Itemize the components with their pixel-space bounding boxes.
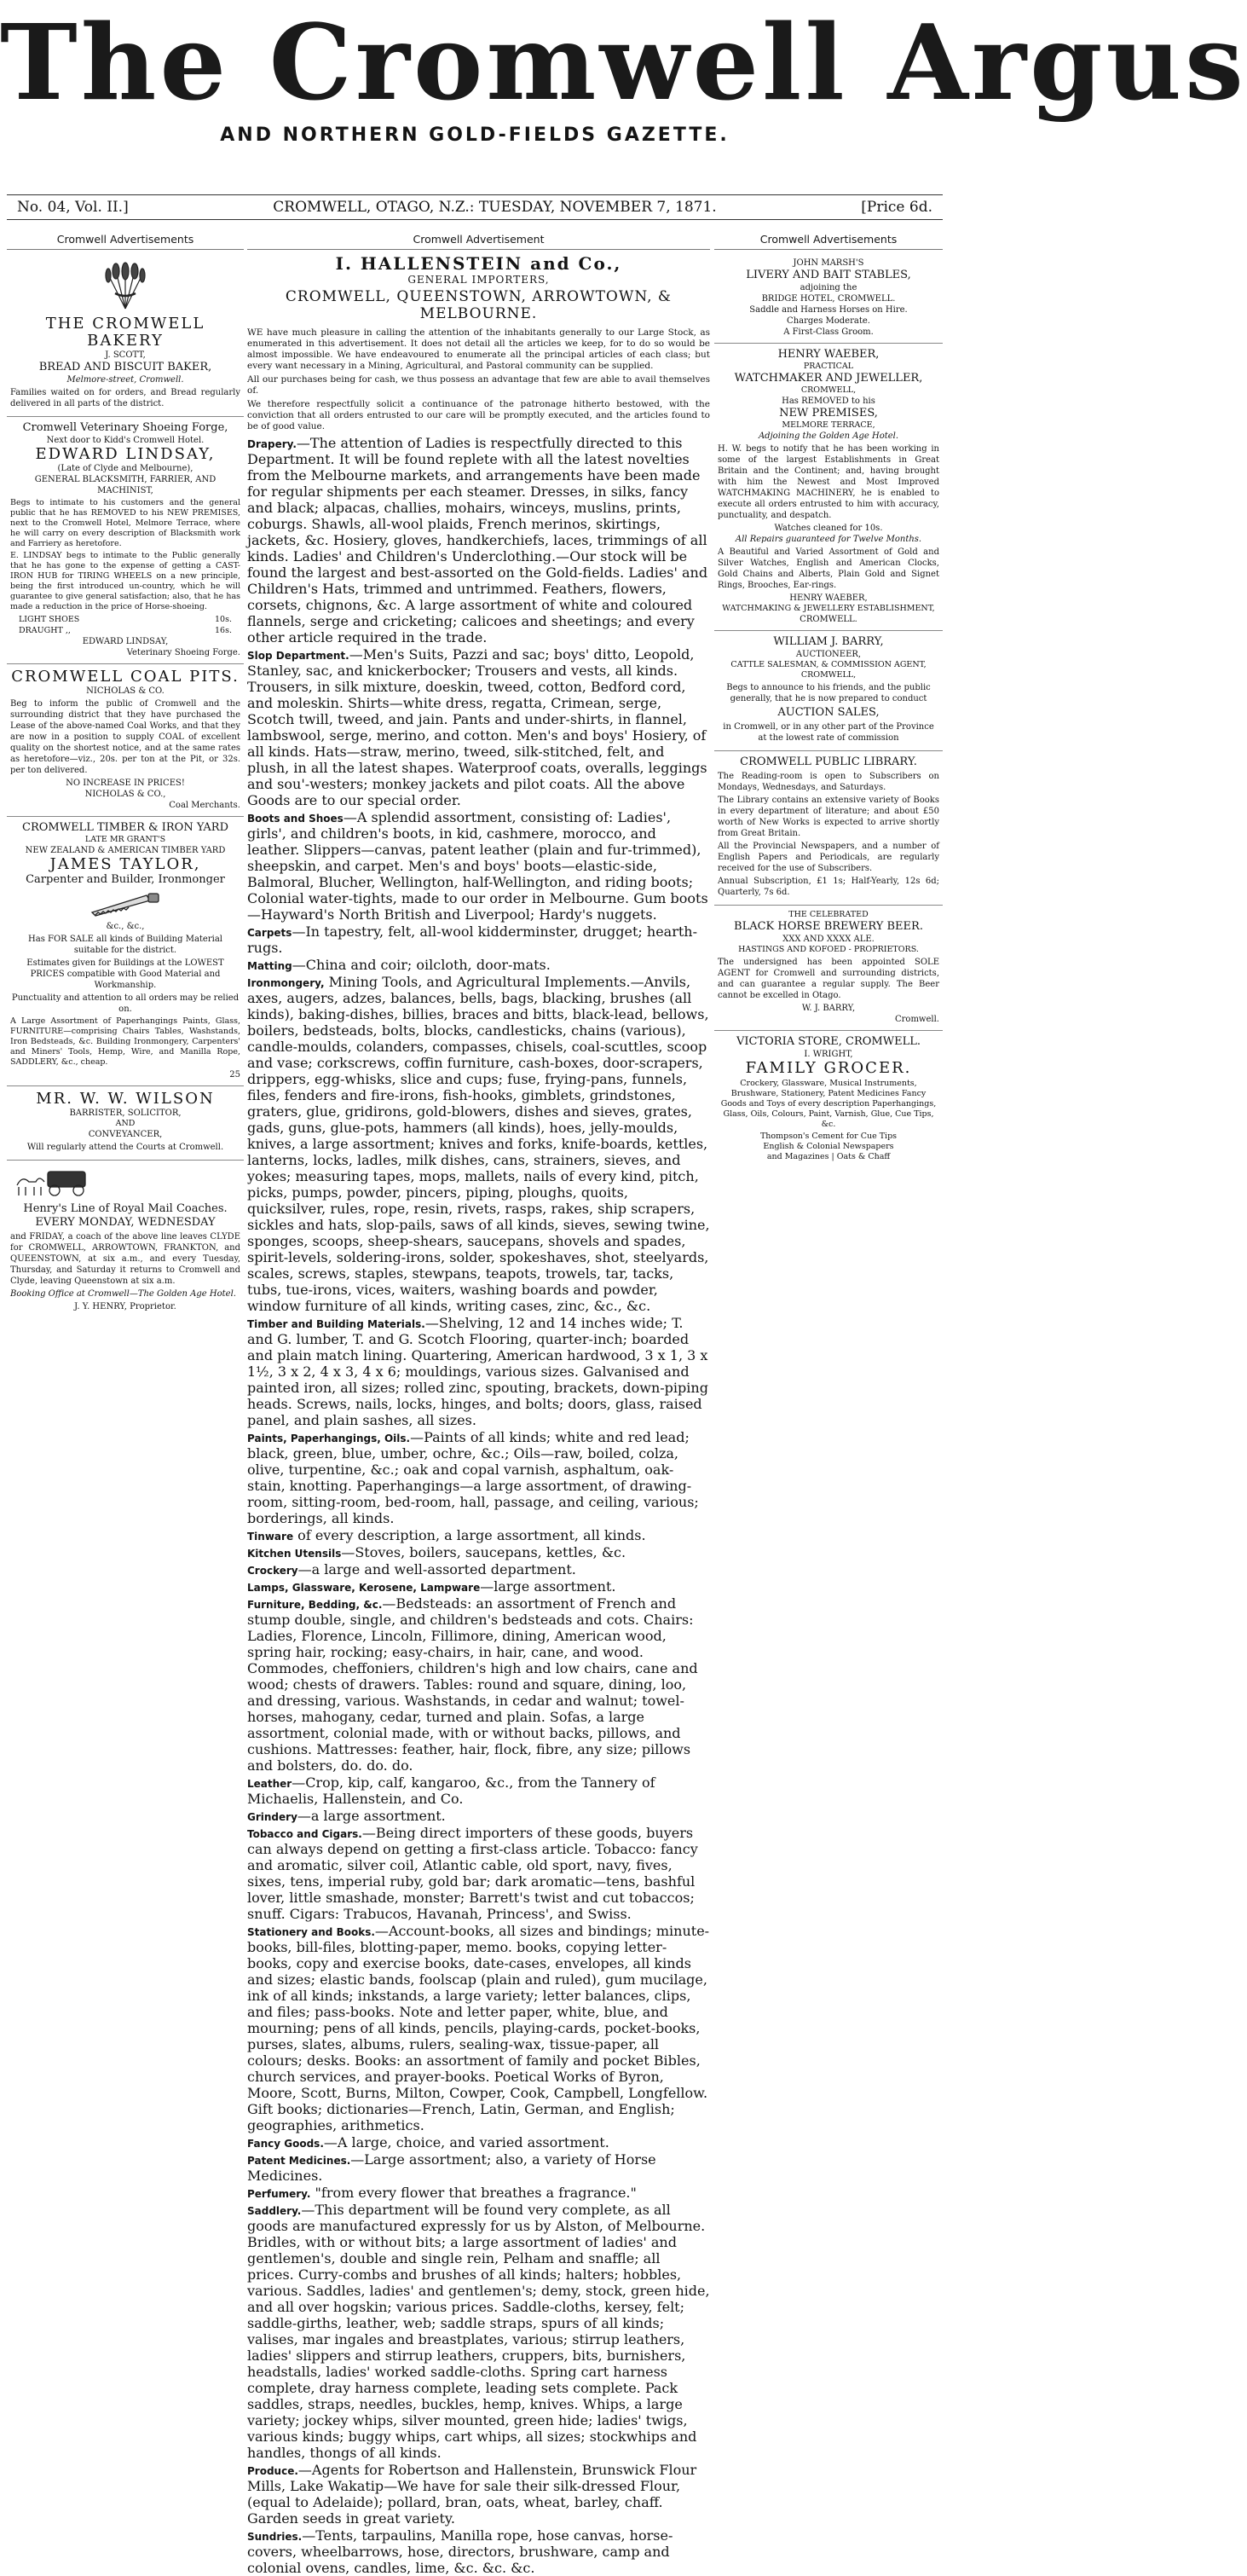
stock-section-heading: Crockery xyxy=(247,1565,298,1577)
stock-section-text: Mining Tools, and Agricultural Implements.—Anvils, axes, augers, adzes, balances, bells, bags, blacking, brushes (all kinds), baking-dishes, billies, braces and bitts, black-lead, bellows, boilers, bedsteads, bolts, blocks, candlesticks, chains (various), candle-moulds, colanders, compasses, chisels, coal-scuttles, scoop and vase; corkscrews, coffin furniture, cash-boxes, door-scrapers, drippers, egg-whisks, slice and cups; fuse, frying-pans, funnels, files, fenders and fire-irons, fish-hooks, gimblets, grindstones, graters, glue, gridirons, gold-blowers, dishes and sieves, grates, gads, guns, glue-pots, hammers (all kinds), hoes, jelly-moulds, knives, a large assortment; knives and forks, knife-boards, kettles, lanterns, locks, ladles, milk dishes, cans, strainers, sieves, and yokes; measuring tapes, mops, mallets, nails of every kind, pitch, picks, pumps, powder, pincers, piping, ploughs, quoits, quicksilver, rules, rope, resin, rivets, rasps, rakes, ship scrapers, sickles and hats, slop-pails, saws of all kinds, sieves, sewing twine, sponges, scoops, sheep-shears, saucepans, shovels and spades, spirit-levels, soldering-irons, solder, spokeshaves, shot, steelyards, scales, screws, staples, stewpans, teapots, trowels, tar, tacks, tubs, tue-irons, vices, waiters, washing boards and powder, window furniture of all kinds, writing cases, zinc, &c., &c. xyxy=(247,974,710,1314)
waeber-practical: PRACTICAL xyxy=(803,362,854,371)
waeber-paragraph-1: H. W. begs to notify that he has been working in some of the largest Establishments in Great Britain and the Continent; and, having brought with him the Newest and Most Improved WATCHMAKING MACHINERY, he is enabled to execute all orders entrusted to him with accuracy, punctuality, and despatch. xyxy=(718,444,939,520)
victoria-line-2: Thompson's Cement for Cue Tips xyxy=(759,1132,898,1141)
barry-line-1: AUCTIONEER, xyxy=(795,650,862,659)
waeber-adjoining: Adjoining the Golden Age Hotel. xyxy=(758,431,899,441)
barry-body-2: in Cromwell, or in any other part of the Province at the lowest rate of commission xyxy=(723,722,934,743)
timber-late: LATE MR GRANT'S xyxy=(84,835,166,844)
wheat-sheaf-icon xyxy=(100,259,151,312)
stock-section-heading: Fancy Goods. xyxy=(247,2138,324,2150)
stock-section-text: —Large assortment; also, a variety of Horse Medicines. xyxy=(247,2151,656,2184)
coaches-sign: J. Y. HENRY, Proprietor. xyxy=(74,1302,176,1311)
waeber-town: CROMWELL, xyxy=(800,385,857,395)
stock-section xyxy=(247,1578,710,1595)
timber-owner: JAMES TAYLOR, xyxy=(49,855,201,873)
column-right xyxy=(714,230,943,1573)
brewery-ale: XXX AND XXXX ALE. xyxy=(782,935,875,944)
coal-title: CROMWELL COAL PITS. xyxy=(11,668,240,686)
stock-section xyxy=(247,435,710,645)
waeber-name: HENRY WAEBER, xyxy=(777,348,880,361)
marsh-line-5: A First-Class Groom. xyxy=(783,327,874,337)
forge-sign-2: Veterinary Shoeing Forge. xyxy=(126,648,240,657)
wilson-ad xyxy=(7,1086,244,1161)
stock-section xyxy=(247,2134,710,2151)
stock-section-text: —Bedsteads: an assortment of French and stump double, single, and children's bedsteads and cots. Chairs: Ladies, Florence, Lincoln, Fillimore, dining, American wood, spring hair, rocking; easy-chairs, in hair, cane, and wood. Commodes, cheffoniers, children's high and low chairs, cane and wood; chests of drawers. Tables: round and square, dining, loo, and dressing, various. Washstands, in cedar and walnut; towel-horses, mahogany, cedar, turned and plain. Sofas, a large assortment, colonial made, with or without backs, pillows, and cushions. Mattresses: feather, hair, flock, fibre, any size; pillows and bolsters, do. do. do. xyxy=(247,1595,698,1774)
coal-ad xyxy=(7,664,244,817)
issue-price: [Price 6d. xyxy=(861,199,932,216)
stock-section xyxy=(247,1429,710,1526)
waeber-ad xyxy=(714,344,943,631)
stock-section-heading: Sundries. xyxy=(247,2531,303,2543)
stock-section xyxy=(247,1544,710,1560)
masthead xyxy=(0,1,1247,146)
stock-section-heading: Grindery xyxy=(247,1811,297,1823)
stock-section-text: —Paints of all kinds; white and red lead; black, green, blue, umber, ochre, &c.; Oils—raw, boiled, colza, olive, turpentine, &c.; oak and copal varnish, asphaltum, oak-stain, knotting. Paperhangings—a large assortment, of drawing-room, sitting-room, bed-room, hall, passage, and ceiling, various; borderings, all kinds. xyxy=(247,1429,699,1526)
stock-section-text: of every description, a large assortment, all kinds. xyxy=(293,1527,646,1543)
forge-paragraph-1: Begs to intimate to his customers and the general public that he has REMOVED to his NEW PREMISES, next to the Cromwell Hotel, Melmore Terrace, where he will carry on every description of Blacksmith work and Farriery as heretofore. xyxy=(10,498,240,548)
price-row-light: LIGHT SHOES 10s. xyxy=(19,615,232,624)
stock-section-text: —a large and well-assorted department. xyxy=(297,1561,576,1577)
forge-ad xyxy=(7,417,244,664)
victoria-line-3: English & Colonial Newspapers xyxy=(763,1142,894,1151)
brewery-title: BLACK HORSE BREWERY BEER. xyxy=(734,920,923,933)
stock-section-heading: Tinware xyxy=(247,1531,294,1543)
bakery-owner: J. SCOTT, xyxy=(105,350,146,360)
stock-section-heading: Drapery. xyxy=(247,438,297,450)
stock-section-heading: Patent Medicines. xyxy=(247,2155,351,2167)
wilson-line-2: AND xyxy=(115,1119,136,1128)
stock-section-heading: Timber and Building Materials. xyxy=(247,1318,425,1330)
intro-paragraph-3: We therefore respectfully solicit a continuance of the patronage hitherto bestowed, with the conviction that all orders entrusted to our care will be promptly executed, and the articles found to be of good value. xyxy=(247,399,710,431)
stock-section-heading: Carpets xyxy=(247,927,292,939)
timber-etc: &c., &c., xyxy=(106,922,145,931)
timber-paragraph-2: Estimates given for Buildings at the LOWEST PRICES compatible with Good Material and Workmanship. xyxy=(26,958,224,990)
stock-section xyxy=(247,2185,710,2201)
brewery-proprietors: HASTINGS AND KOFOED - PROPRIETORS. xyxy=(738,945,919,954)
timber-trade: Carpenter and Builder, Ironmonger xyxy=(26,873,225,886)
intro-paragraph-1: WE have much pleasure in calling the attention of the inhabitants generally to our Large Stock, as enumerated in this advertisement. It does not detail all the articles we keep, for to do so would be almost impossible. We have endeavoured to enumerate all the principal articles of each class; but every want necessary in a Mining, Agricultural, and Pastoral community can be supplied. xyxy=(247,327,710,371)
victoria-title: VICTORIA STORE, CROMWELL. xyxy=(736,1035,921,1048)
stock-section-text: —This department will be found very complete, as all goods are manufactured expressly for us by Alston, of Melbourne. Bridles, with or without bits; a large assortment of ladies' and gentlemen's, double and single rein, Pelham and snaffle; all prices. Curry-combs and brushes of all kinds; halters; hobbles, various. Saddles, ladies' and gentlemen's; demy, stock, green hide, and all over hogskin; various prices. Saddle-cloths, kersey, felt; saddle-girths, leather, web; saddle straps, spurs of all kinds; valises, mar ingales and breastplates, various; stirrup leathers, ladies' slippers and stirrup leathers, cruppers, bits, burnishers, headstalls, ladies' worked saddle-cloths. Spring cart harness complete, dray harness complete, leading sets complete. Pack saddles, straps, needles, buckles, hemp, knives. Whips, a large variety; jockey whips, silver mounted, green hide; ladies' twigs, various kinds; buggy whips, cart whips, all sizes; stockwhips and handles, thongs of all kinds. xyxy=(247,2202,710,2461)
stock-section-heading: Perfumery. xyxy=(247,2188,311,2200)
library-paragraph-2: The Library contains an extensive variety of Books in every department of literature; and about £50 worth of New Works is expected to arrive shortly from Great Britain. xyxy=(718,796,939,838)
forge-sign: EDWARD LINDSAY, xyxy=(82,637,169,646)
bakery-note: Families waited on for orders, and Bread regularly delivered in all parts of the district. xyxy=(10,388,240,408)
marsh-name: JOHN MARSH'S xyxy=(793,258,864,268)
waeber-paragraph-2: A Beautiful and Varied Assortment of Gold and Silver Watches, English and American Clocks, Gold Chains and Alberts, Plain Gold and Signet Rings, Brooches, Ear-rings. xyxy=(718,547,939,590)
waeber-sign-2: WATCHMAKING & JEWELLERY ESTABLISHMENT, xyxy=(722,604,935,613)
marsh-line-3: Saddle and Harness Horses on Hire. xyxy=(749,305,908,315)
stock-section xyxy=(247,1774,710,1807)
coaches-ad xyxy=(7,1161,244,1317)
wilson-line-3: CONVEYANCER, xyxy=(88,1130,163,1139)
barry-line-2: CATTLE SALESMAN, & COMMISSION AGENT, xyxy=(730,660,927,669)
victoria-owner: I. WRIGHT, xyxy=(804,1050,853,1059)
marsh-ad xyxy=(714,253,943,344)
stock-section-heading: Ironmongery, xyxy=(247,977,325,989)
marsh-line-1: adjoining the xyxy=(800,283,857,292)
wilson-name: MR. W. W. WILSON xyxy=(36,1090,215,1108)
stock-section-heading: Slop Department. xyxy=(247,650,349,662)
forge-formerly: (Late of Clyde and Melbourne), xyxy=(57,464,193,473)
stock-section xyxy=(247,646,710,808)
coaches-head: EVERY MONDAY, WEDNESDAY xyxy=(35,1216,216,1229)
stock-section-text: —Men's Suits, Pazzi and sac; boys' ditto, Leopold, Stanley, sac, and knickerbocker; Trousers and vests, all kinds. Trousers, in silk mixture, doeskin, tweed, cotton, Bedford cord, and moleskin. Shirts—white dress, regatta, Crimean, serge, Scotch twill, tweed, and jain. Pants and under-shirts, in flannel, lambswool, serge, merino, and cotton. Men's and boys' Hosiery, of all kinds. Hats—straw, merino, tweed, silk-stitched, felt, and plush, in all the latest shapes. Waterproof coats, overalls, leggings and sou'-westers; monkey jackets and pilot coats. All the above Goods are to our special order. xyxy=(247,646,707,808)
waeber-sign-3: CROMWELL. xyxy=(800,615,857,624)
stock-section-heading: Paints, Paperhangings, Oils. xyxy=(247,1433,411,1444)
coaches-body: and FRIDAY, a coach of the above line leaves CLYDE for CROMWELL, ARROWTOWN, FRANKTON, and QUEENSTOWN, at six a.m., and every Tuesday, Thursday, and Saturday it returns to Cromwell and Clyde, leaving Queenstown at six a.m. xyxy=(10,1232,240,1286)
stock-section-heading: Boots and Shoes xyxy=(247,813,344,825)
victoria-trade: FAMILY GROCER. xyxy=(745,1059,912,1077)
timber-title: CROMWELL TIMBER & IRON YARD xyxy=(22,821,228,834)
stock-section xyxy=(247,1527,710,1543)
stock-section-heading: Leather xyxy=(247,1778,292,1790)
coal-note: NO INCREASE IN PRICES! xyxy=(66,779,185,788)
waeber-trade: WATCHMAKER AND JEWELLER, xyxy=(734,372,923,385)
stock-section-heading: Produce. xyxy=(247,2465,298,2477)
stock-section-heading: Furniture, Bedding, &c. xyxy=(247,1599,383,1611)
forge-trade: GENERAL BLACKSMITH, FARRIER, AND MACHINIST, xyxy=(34,475,216,495)
wilson-line-1: BARRISTER, SOLICITOR, xyxy=(69,1109,182,1118)
stock-section-text: —Account-books, all sizes and bindings; minute-books, bill-files, blotting-paper, memo. books, copying letter-books, copy and exercise books, date-cases, envelopes, all kinds and sizes; elastic bands, foolscap (plain and ruled), gum mucilage, ink of all kinds; inkstands, a large variety; letter balances, clips, and files; pass-books. Note and letter paper, white, blue, and mourning; pens of all kinds, pencils, playing-cards, pocket-books, purses, slates, albums, rulers, sealing-wax, tissue-paper, all colours; desks. Books: an assortment of family and pocket Bibles, church services, and prayer-books. Poetical Works of Byron, Moore, Scott, Burns, Milton, Cowper, Cook, Campbell, Longfellow. Gift books; dictionaries—French, Latin, German, and English; geographies, arithmetics. xyxy=(247,1923,710,2133)
stock-section xyxy=(247,1923,710,2133)
stock-section-heading: Lamps, Glassware, Kerosene, Lampware xyxy=(247,1582,481,1594)
timber-number: 25 xyxy=(229,1070,240,1080)
library-paragraph-1: The Reading-room is open to Subscribers on Mondays, Wednesdays, and Saturdays. xyxy=(718,772,939,792)
stock-section-text: —China and coir; oilcloth, door-mats. xyxy=(292,957,551,973)
stock-section-heading: Tobacco and Cigars. xyxy=(247,1828,362,1840)
forge-title: Cromwell Veterinary Shoeing Forge, xyxy=(22,421,228,434)
stock-section-text: —Tents, tarpaulins, Manilla rope, hose canvas, horse-covers, wheelbarrows, hose, directors, brushware, camp and colonial ovens, candles, lime, &c. &c. &c. xyxy=(247,2527,673,2576)
barry-line-3: CROMWELL, xyxy=(800,670,857,680)
forge-owner: EDWARD LINDSAY, xyxy=(35,445,216,463)
stock-section xyxy=(247,957,710,973)
marsh-line-2: BRIDGE HOTEL, CROMWELL. xyxy=(761,294,896,304)
coaches-office: Booking Office at Cromwell—The Golden Age Hotel. xyxy=(10,1289,236,1299)
brewery-sign-2: Cromwell. xyxy=(895,1015,939,1024)
barry-body: Begs to announce to his friends, and the public generally, that he is now prepared to conduct xyxy=(726,683,931,703)
waeber-sign: HENRY WAEBER, xyxy=(789,593,868,603)
saw-and-tools-icon xyxy=(87,889,164,918)
column-heading: Cromwell Advertisements xyxy=(7,230,244,250)
bakery-trade: BREAD AND BISCUIT BAKER, xyxy=(38,361,212,373)
masthead-title: The Cromwell Argus xyxy=(0,1,1247,124)
stock-section xyxy=(247,809,710,923)
intro-paragraph-2: All our purchases being for cash, we thus possess an advantage that few are able to avail themselves of. xyxy=(247,374,710,396)
timber-paragraph-4: A Large Assortment of Paperhangings Paints, Glass, FURNITURE—comprising Chairs Tables, Washstands, Iron Bedsteads, &c. Building Ironmongery, Carpenters' and Miners' Tools, Hemp, Wire, and Manilla Rope, SADDLERY, &c., cheap. xyxy=(10,1016,240,1067)
timber-paragraph-3: Punctuality and attention to all orders may be relied on. xyxy=(11,993,240,1014)
stock-section-text: —Shelving, 12 and 14 inches wide; T. and G. lumber, T. and G. Scotch Flooring, quarter-inch; boarded and plain match lining. Quartering, American hardwood, 3 x 1, 3 x 1½, 3 x 2, 4 x 3, 4 x 6; mouldings, various sizes. Galvanised and painted iron, all sizes; rolled zinc, spouting, brackets, down-piping heads. Screws, nails, locks, hinges, and bolts; doors, glass, raised panel, and plain sashes, all sizes. xyxy=(247,1315,708,1428)
stock-section-text: —A splendid assortment, consisting of: Ladies', girls', and children's boots, in kid, cashmere, morocco, and leather. Slippers—canvas, patent leather (plain and fur-trimmed), sheepskin, and carpet. Men's and boys' boots—elastic-side, Balmoral, Blucher, Wellington, half-Wellington, and riding boots; Colonial water-tights, made to our order in Melbourne. Gum boots—Hayward's North British and Liverpool; Hardy's nuggets. xyxy=(247,809,708,923)
stock-section-text: —A large, choice, and varied assortment. xyxy=(323,2134,609,2151)
timber-ad xyxy=(7,817,244,1086)
waeber-terrace: MELMORE TERRACE, xyxy=(782,420,875,430)
stock-section-text: —The attention of Ladies is respectfully directed to this Department. It will be found replete with all the latest novelties from the Melbourne markets, and arrangements have been made for regular shipments per each steamer. Dresses, in silks, fancy and black; alpacas, challies, mohairs, winceys, muslins, prints, coburgs. Shawls, all-wool plaids, French merinos, skirtings, jackets, &c. Hosiery, gloves, handkerchiefs, laces, trimmings of all kinds. Ladies' and Children's Underclothing.—Our stock will be found the largest and best-assorted on the Gold-fields. Ladies' and Children's Hats, trimmed and untrimmed. Feathers, flowers, corsets, chignons, &c. A large assortment of white and coloured flannels, serge and cricketing; calicoes and sheetings; and every other article required in the trade. xyxy=(247,435,708,645)
waeber-premises: NEW PREMISES, xyxy=(779,407,878,420)
stock-section xyxy=(247,1595,710,1774)
column-heading: Cromwell Advertisements xyxy=(714,230,943,250)
waeber-cleaned: Watches cleaned for 10s. xyxy=(774,524,883,533)
coal-body: Beg to inform the public of Cromwell and the surrounding district that they have purchased the Lease of the above-named Coal Works, and that they are now in a position to supply COAL of excellent quality on the shortest notice, and at the same rates as heretofore—viz., 20s. per ton at the Pit, or 32s. per ton delivered. xyxy=(10,699,240,775)
firm-name: I. HALLENSTEIN and Co., xyxy=(335,253,622,274)
masthead-subtitle: AND NORTHERN GOLD-FIELDS GAZETTE. xyxy=(220,124,730,146)
library-title: CROMWELL PUBLIC LIBRARY. xyxy=(740,755,917,768)
coal-sign: NICHOLAS & CO., xyxy=(84,790,166,799)
issue-date: CROMWELL, OTAGO, N.Z.: TUESDAY, NOVEMBER 7, 1871. xyxy=(273,199,717,216)
brewery-ad xyxy=(714,906,943,1031)
stock-section-text: "from every flower that breathes a fragrance." xyxy=(310,2185,637,2201)
stock-section-text: —Being direct importers of these goods, buyers can always depend on getting a first-class article. Tobacco: fancy and aromatic, silver coil, Atlantic cable, old sport, navy, fives, sixes, tens, imperial ruby, gold bar; dark aromatic—tens, bashful lover, little smashade, monster; Barrett's twist and cut tobaccos; snuff. Cigars: Trabucos, Havanah, Princess', and Swiss. xyxy=(247,1825,698,1922)
forge-paragraph-2: E. LINDSAY begs to intimate to the Public generally that he has gone to the expense of getting a CAST-IRON HUB for TIRING WHEELS on a new principle, being the first introduced un-country, which he will guarantee to give general satisfaction; also, that he has made a reduction in the price of Horse-shoeing. xyxy=(10,551,240,611)
victoria-body: Crockery, Glassware, Musical Instruments, Brushware, Stationery, Patent Medicines Fancy Goods and Toys of every description Paperhangings, Glass, Oils, Colours, Paint, Varnish, Glue, Cue Tips, &c. xyxy=(720,1079,937,1129)
stock-section xyxy=(247,1561,710,1577)
stock-section-heading: Saddlery. xyxy=(247,2205,302,2217)
column-heading: Cromwell Advertisement xyxy=(247,230,710,250)
brewery-pre: THE CELEBRATED xyxy=(788,910,869,919)
barry-sales: AUCTION SALES, xyxy=(777,706,880,719)
stock-section-text: —In tapestry, felt, all-wool kidderminster, drugget; hearth-rugs. xyxy=(247,923,697,956)
stagecoach-icon xyxy=(10,1166,104,1197)
barry-name: WILLIAM J. BARRY, xyxy=(773,635,884,648)
victoria-store-ad xyxy=(714,1031,943,1167)
stock-section-text: —Agents for Robertson and Hallenstein, Brunswick Flour Mills, Lake Wakatip—We have for sale their silk-dressed Flour, (equal to Adelaide); pollard, bran, oats, wheat, barley, chaff. Garden seeds in great variety. xyxy=(247,2462,697,2527)
issue-number: No. 04, Vol. II.] xyxy=(17,199,129,216)
library-paragraph-3: All the Provincial Newspapers, and a number of English Papers and Periodicals, are regularly received for the use of Subscribers. xyxy=(718,842,939,873)
wilson-body: Will regularly attend the Courts at Cromwell. xyxy=(26,1143,224,1152)
waeber-removed: Has REMOVED to his xyxy=(782,397,875,406)
stock-section xyxy=(247,974,710,1314)
stock-section xyxy=(247,923,710,956)
bakery-address: Melmore-street, Cromwell. xyxy=(66,375,184,385)
stock-section-heading: Stationery and Books. xyxy=(247,1926,375,1938)
stock-section xyxy=(247,1315,710,1428)
library-paragraph-4: Annual Subscription, £1 1s; Half-Yearly, 12s 6d; Quarterly, 7s 6d. xyxy=(718,877,939,897)
stock-section-text: —Crop, kip, calf, kangaroo, &c., from the Tannery of Michaelis, Hallenstein, and Co. xyxy=(247,1774,655,1807)
brewery-sign: W. J. BARRY, xyxy=(801,1004,856,1013)
coaches-title: Henry's Line of Royal Mail Coaches. xyxy=(23,1202,228,1215)
firm-subtitle: GENERAL IMPORTERS, xyxy=(407,274,550,286)
stock-section xyxy=(247,1825,710,1922)
stock-section-heading: Matting xyxy=(247,960,292,972)
barry-ad xyxy=(714,631,943,751)
marsh-line-4: Charges Moderate. xyxy=(787,316,870,326)
stock-section xyxy=(247,2202,710,2461)
stock-section-text: —a large assortment. xyxy=(297,1808,446,1824)
column-middle xyxy=(247,230,710,2576)
firm-places: CROMWELL, QUEENSTOWN, ARROWTOWN, & MELBOURNE. xyxy=(285,288,673,322)
victoria-line-4: and Magazines | Oats & Chaff xyxy=(766,1152,891,1161)
bakery-title: THE CROMWELL BAKERY xyxy=(45,315,205,350)
stock-section-heading: Kitchen Utensils xyxy=(247,1548,342,1560)
marsh-title: LIVERY AND BAIT STABLES, xyxy=(746,269,911,281)
stock-section xyxy=(247,2151,710,2184)
timber-paragraph-1: Has FOR SALE all kinds of Building Material suitable for the district. xyxy=(28,935,222,955)
coal-sign-2: Coal Merchants. xyxy=(169,801,240,810)
waeber-guarantee: All Repairs guaranteed for Twelve Months. xyxy=(735,535,922,544)
stock-section xyxy=(247,2527,710,2576)
stock-sections xyxy=(247,435,710,2576)
bakery-ad xyxy=(7,253,244,417)
stock-section xyxy=(247,2462,710,2527)
library-ad xyxy=(714,751,943,906)
dateline xyxy=(7,194,943,220)
timber-company: NEW ZEALAND & AMERICAN TIMBER YARD xyxy=(25,846,226,855)
stock-section xyxy=(247,1808,710,1824)
price-row-draught: DRAUGHT ,, 16s. xyxy=(19,626,232,635)
stock-section-text: —Stoves, boilers, saucepans, kettles, &c. xyxy=(341,1544,626,1560)
brewery-body: The undersigned has been appointed SOLE AGENT for Cromwell and surrounding districts, and can guarantee a regular supply. The Beer cannot be excelled in Otago. xyxy=(718,958,939,1000)
coal-owner: NICHOLAS & CO. xyxy=(86,686,165,696)
stock-section-text: —large assortment. xyxy=(480,1578,616,1595)
column-left xyxy=(7,230,244,1573)
forge-sub: Next door to Kidd's Cromwell Hotel. xyxy=(46,436,205,445)
